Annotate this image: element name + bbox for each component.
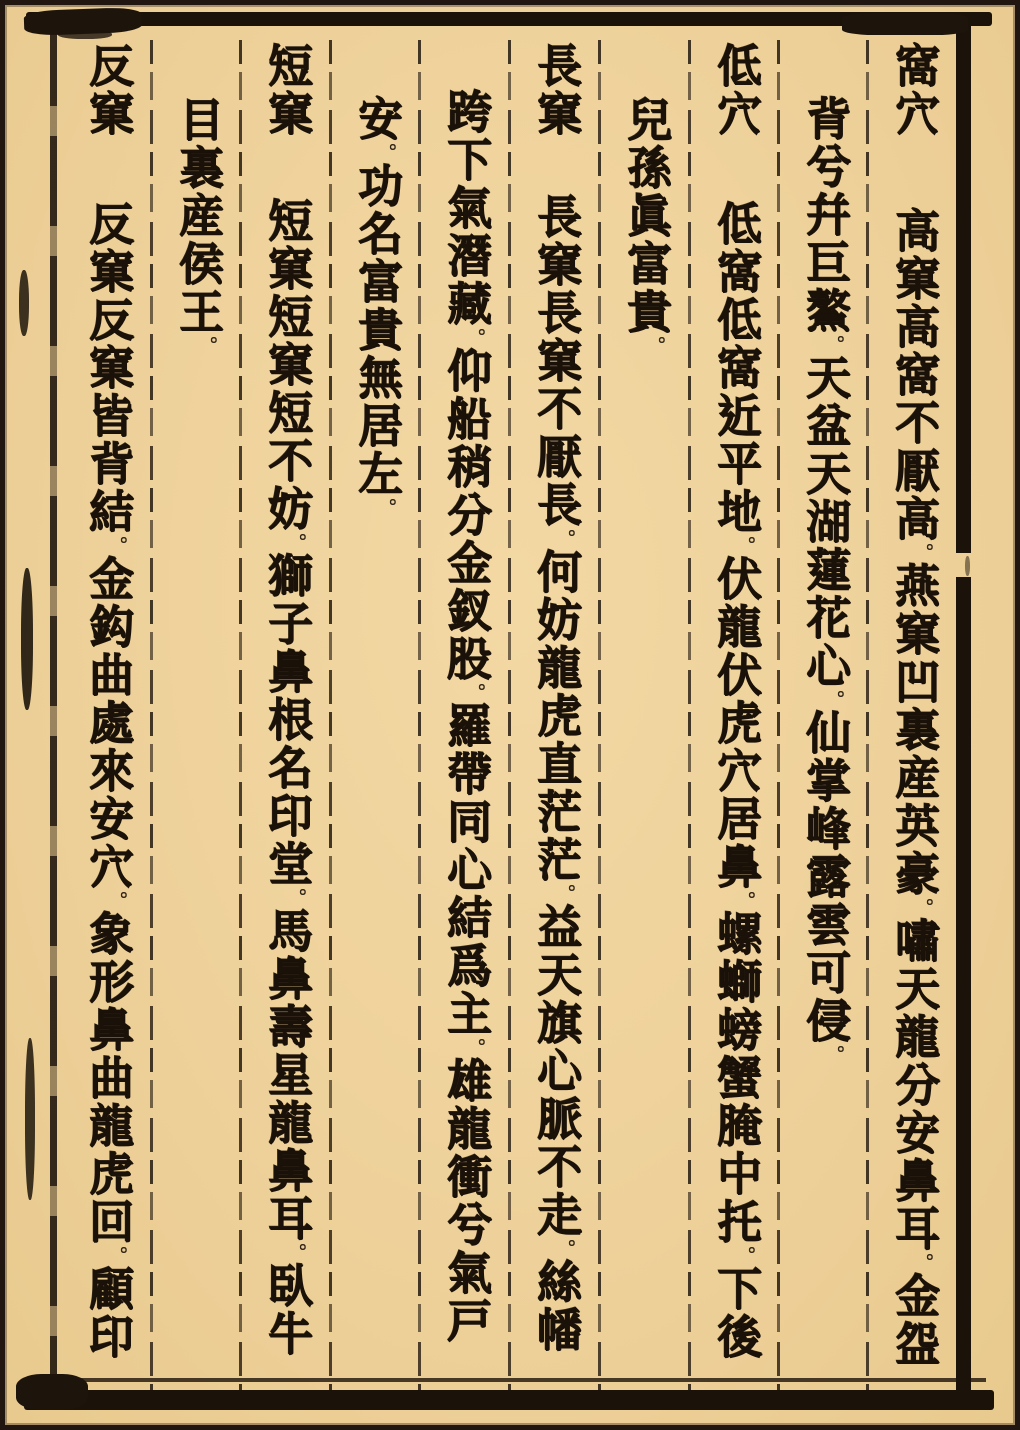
punctuation-circle: 。: [285, 533, 306, 552]
punctuation-circle: 。: [375, 143, 396, 162]
page-frame-right-lower: [956, 577, 971, 1410]
punctuation-circle: 。: [912, 898, 933, 917]
verse-text: 目裏産侯王。: [152, 96, 242, 355]
punctuation-circle: 。: [196, 336, 217, 355]
section-heading: 反窠: [82, 42, 132, 138]
punctuation-circle: 。: [554, 884, 575, 903]
ink-smudge: [58, 30, 112, 39]
ink-smudge: [25, 1038, 35, 1200]
verse-text: 兒孫眞富貴。: [600, 96, 690, 355]
text-column-duan-ke: [241, 40, 331, 1392]
text-column-continuation: [420, 40, 510, 1392]
punctuation-circle: 。: [375, 498, 396, 517]
punctuation-circle: 。: [734, 891, 755, 910]
text-column-continuation: [152, 40, 242, 1392]
verse-text: 長窠長窠不厭長。何妨龍虎直茫茫。益天旗心脈不走。絲幡: [510, 193, 600, 1354]
punctuation-circle: 。: [285, 888, 306, 907]
ink-smudge: [21, 568, 33, 710]
punctuation-circle: 。: [823, 335, 844, 354]
section-heading: 長窠: [530, 42, 580, 138]
text-column-chang-ke: [510, 40, 600, 1392]
verse-text: 安。功名富貴無居左。: [331, 95, 421, 517]
page-frame-bottom: [24, 1390, 994, 1410]
punctuation-circle: 。: [823, 1045, 844, 1064]
punctuation-circle: 。: [106, 891, 127, 910]
text-column-continuation: [600, 40, 690, 1392]
punctuation-circle: 。: [106, 536, 127, 555]
punctuation-circle: 。: [554, 529, 575, 548]
punctuation-circle: 。: [734, 536, 755, 555]
page-frame-left: [50, 16, 57, 1394]
punctuation-circle: 。: [912, 543, 933, 562]
text-column-continuation: [331, 40, 421, 1392]
page-frame-right-upper: [956, 14, 971, 553]
verse-text: 短窠短窠短不妨。獅子鼻根名印堂。馬鼻壽星龍鼻耳。臥牛: [241, 197, 331, 1358]
punctuation-circle: 。: [644, 336, 665, 355]
verse-text: 低窩低窩近平地。伏龍伏虎穴居鼻。螺螄螃蟹腌中托。下後: [690, 200, 780, 1361]
ink-smudge: [842, 13, 968, 35]
punctuation-circle: 。: [464, 1038, 485, 1057]
ink-smudge: [16, 1374, 88, 1410]
section-heading: 短窠: [261, 42, 311, 138]
text-column-wo-xue: [868, 40, 958, 1392]
verse-text: 反窠反窠皆背結。金鈎曲處來安穴。象形鼻曲龍虎回。顧印: [62, 200, 152, 1361]
punctuation-circle: 。: [823, 690, 844, 709]
text-column-continuation: [779, 40, 869, 1392]
section-heading: 窩穴: [888, 42, 938, 138]
punctuation-circle: 。: [106, 1246, 127, 1265]
text-column-fan-ke: [62, 40, 152, 1392]
punctuation-circle: 。: [912, 1253, 933, 1272]
punctuation-circle: 。: [285, 1243, 306, 1262]
verse-text: 跨下氣潛藏。仰船稍分金釵股。羅帶同心結爲主。雄龍衝兮氣戸: [420, 88, 510, 1345]
verse-text: 高窠高窩不厭高。燕窠凹裏産英豪。嘯天龍分安鼻耳。金盌: [868, 207, 958, 1368]
verse-text: 背兮幷巨鰲。天盆天湖蓮花心。仙掌峰露雲可侵。: [779, 95, 869, 1064]
text-column-di-xue: [690, 40, 780, 1392]
section-heading: 低穴: [710, 42, 760, 138]
ink-smudge: [965, 556, 970, 576]
ink-smudge: [19, 270, 29, 336]
punctuation-circle: 。: [464, 328, 485, 347]
punctuation-circle: 。: [554, 1239, 575, 1258]
punctuation-circle: 。: [464, 683, 485, 702]
punctuation-circle: 。: [734, 1246, 755, 1265]
